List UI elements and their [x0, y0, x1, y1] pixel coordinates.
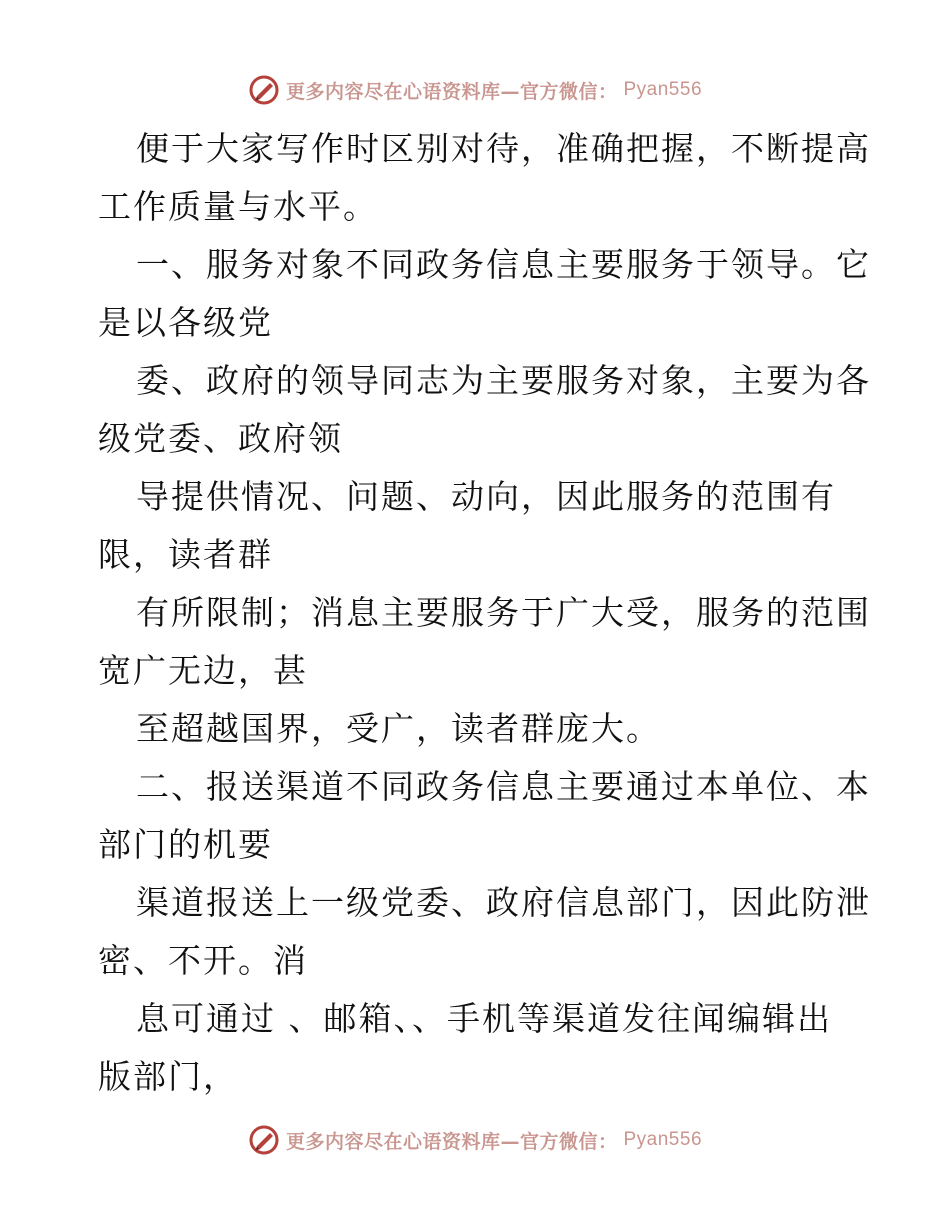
header-banner-id: Pyan556: [623, 79, 703, 100]
footer-banner-text: 更多内容尽在心语资料库—官方微信：: [285, 1130, 618, 1153]
body-line: 部门的机要: [98, 825, 273, 864]
body-line: 二、报送渠道不同政务信息主要通过本单位、本: [136, 767, 871, 806]
body-line: 至超越国界，受广，读者群庞大。: [136, 709, 661, 748]
body-line: 导提供情况、问题、动向，因此服务的范围有: [136, 477, 836, 516]
body-line: 一、服务对象不同政务信息主要服务于领导。它: [136, 245, 871, 284]
body-line: 限，读者群: [98, 535, 273, 574]
body-line: 委、政府的领导同志为主要服务对象，主要为各: [136, 361, 871, 400]
body-line: 便于大家写作时区别对待，准确把握，不断提高: [136, 129, 871, 168]
document-body: [98, 120, 871, 1106]
pen-logo-icon: [248, 74, 280, 106]
body-line: 渠道报送上一级党委、政府信息部门，因此防泄: [136, 883, 871, 922]
footer-watermark: [0, 1120, 950, 1160]
header-watermark: [0, 70, 950, 110]
footer-banner-id: Pyan556: [623, 1129, 703, 1150]
pen-logo-icon: [248, 1124, 280, 1156]
header-banner-text: 更多内容尽在心语资料库—官方微信：: [285, 80, 618, 103]
body-line: 工作质量与水平。: [98, 187, 378, 226]
body-line: 宽广无边，甚: [98, 651, 308, 690]
body-line: 是以各级党: [98, 303, 273, 342]
body-line: 密、不开。消: [98, 941, 308, 980]
body-line: 有所限制；消息主要服务于广大受，服务的范围: [136, 593, 871, 632]
body-line: 息可通过 、邮箱、、手机等渠道发往闻编辑出: [136, 999, 832, 1038]
body-line: 级党委、政府领: [98, 419, 343, 458]
body-line: 版部门，: [98, 1057, 238, 1096]
